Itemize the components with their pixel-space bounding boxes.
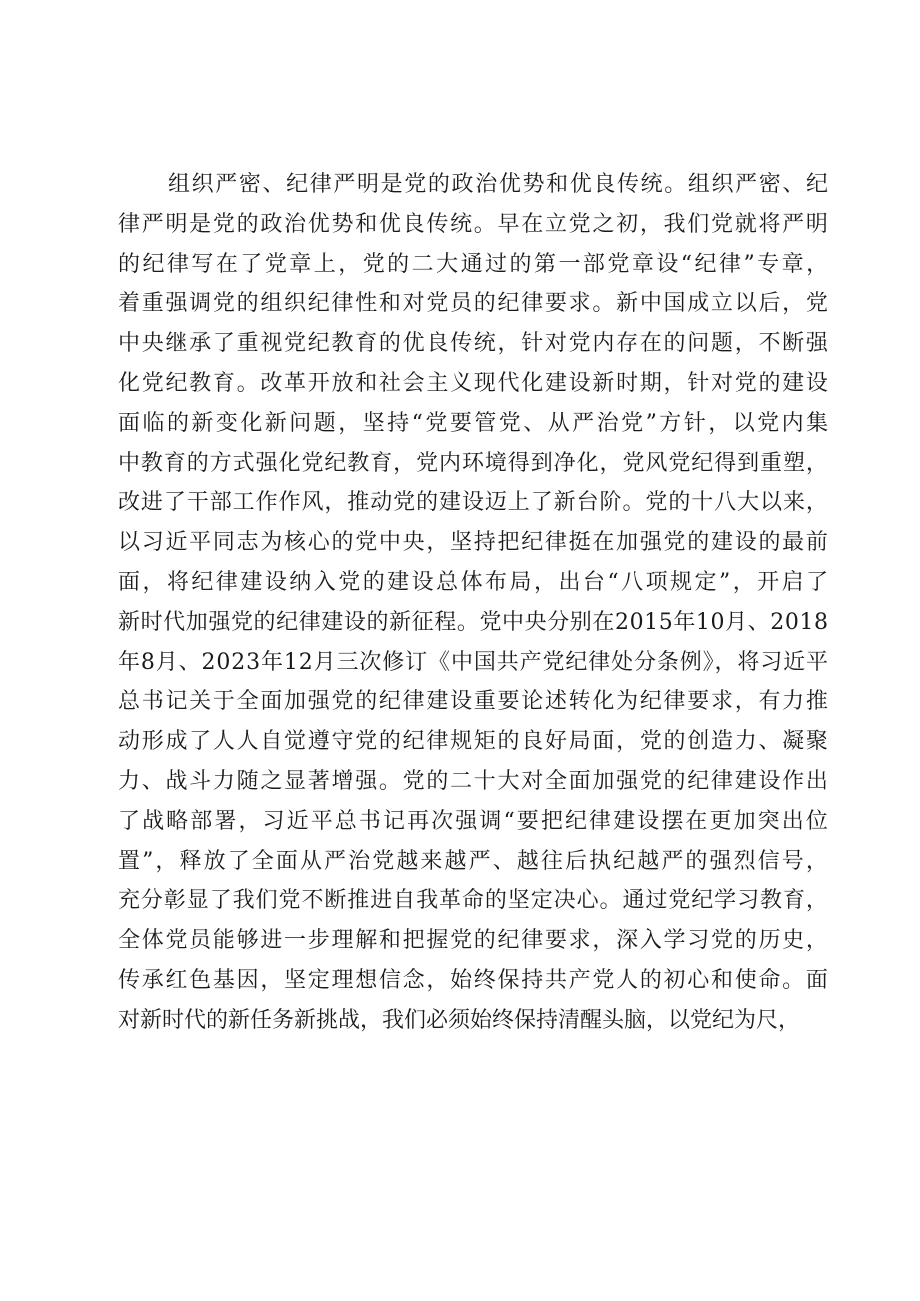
paragraph-line: 以习近平同志为核心的党中央，坚持把纪律挺在加强党的建设的最前 [118,530,830,556]
paragraph-line: 力、战斗力随之显著增强。党的二十大对全面加强党的纪律建设作出 [118,768,830,794]
paragraph-line: 传承红色基因，坚定理想信念，始终保持共产党人的初心和使命。面 [118,967,830,993]
paragraph-line: 改进了干部工作作风，推动党的建设迈上了新台阶。党的十八大以来， [118,490,829,516]
paragraph-line: 年8月、2023年12月三次修订《中国共产党纪律处分条例》，将习近平 [118,649,829,675]
paragraph-line: 全体党员能够进一步理解和把握党的纪律要求，深入学习党的历史， [118,928,830,954]
paragraph-line: 置”，释放了全面从严治党越来越严、越往后执纪越严的强烈信号， [118,848,830,874]
paragraph-line: 组织严密、纪律严明是党的政治优势和优良传统。组织严密、纪 [168,172,830,197]
paragraph-line: 动形成了人人自觉遵守党的纪律规矩的良好局面，党的创造力、凝聚 [118,729,830,755]
body-paragraph [118,165,831,1041]
paragraph-line: 化党纪教育。改革开放和社会主义现代化建设新时期，针对党的建设 [118,370,830,396]
paragraph-line: 充分彰显了我们党不断推进自我革命的坚定决心。通过党纪学习教育， [118,888,829,914]
paragraph-line: 新时代加强党的纪律建设的新征程。党中央分别在2015年10月、2018 [118,609,829,635]
paragraph-line: 着重强调党的组织纪律性和对党员的纪律要求。新中国成立以后，党 [118,291,830,317]
paragraph-line: 中央继承了重视党纪教育的优良传统，针对党内存在的问题，不断强 [118,331,830,357]
paragraph-line: 面，将纪律建设纳入党的建设总体布局，出台“八项规定”，开启了 [118,569,831,595]
paragraph-line: 中教育的方式强化党纪教育，党内环境得到净化，党风党纪得到重塑， [118,450,829,476]
paragraph-line: 总书记关于全面加强党的纪律建设重要论述转化为纪律要求，有力推 [118,689,830,715]
paragraph-line: 的纪律写在了党章上，党的二大通过的第一部党章设“纪律”专章， [118,251,831,277]
paragraph-line: 了战略部署，习近平总书记再次强调“要把纪律建设摆在更加突出位 [118,808,830,834]
paragraph-line: 面临的新变化新问题，坚持“党要管党、从严治党”方针，以党内集 [118,410,831,436]
paragraph-line: 律严明是党的政治优势和优良传统。早在立党之初，我们党就将严明 [118,211,830,237]
paragraph-line: 对新时代的新任务新挑战，我们必须始终保持清醒头脑，以党纪为尺， [118,1007,801,1033]
